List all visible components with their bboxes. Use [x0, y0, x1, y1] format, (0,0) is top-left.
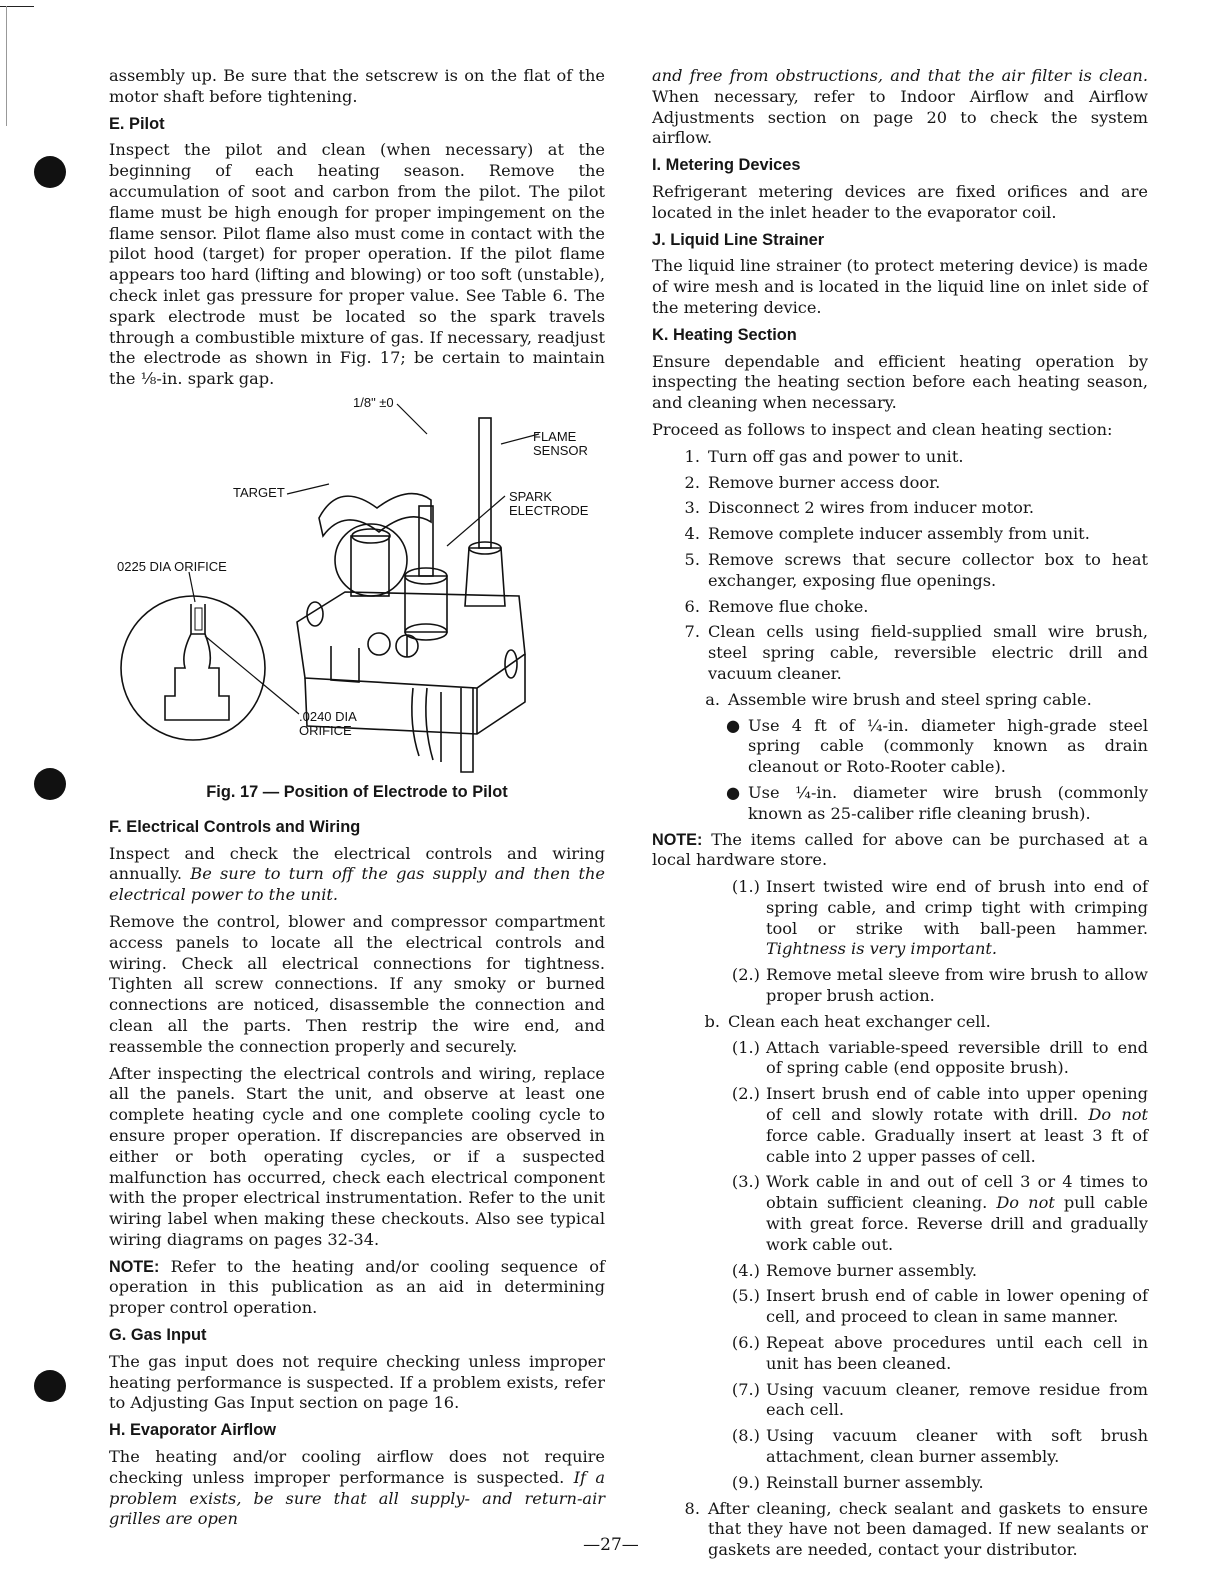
section-heading-strainer: J. Liquid Line Strainer — [652, 230, 825, 249]
evaporator-airflow-paragraph: The heating and/or cooling airflow does not require checking unless improper performance is suspected. If a problem exists, be sure that all supply- and return-air grilles are open — [109, 1447, 605, 1529]
section-heading-gas-input: G. Gas Input — [109, 1326, 207, 1345]
intro-paragraph: assembly up. Be sure that the setscrew is on the flat of the motor shaft before tightening. — [109, 66, 605, 106]
heating-note: NOTE: The items called for above can be purchased at a local hardware store. — [652, 829, 1149, 870]
sub-step-b: b. Clean each heat exchanger cell. — [704, 1011, 991, 1031]
list-item: (3.) Work cable in and out of cell 3 or 4 times to obtain sufficient cleaning. Do not pull cable with great force. Reverse drill and gradually work cable out. — [731, 1172, 1148, 1254]
list-item: 4. Remove complete inducer assembly from unit. — [684, 524, 1090, 544]
list-item: (2.) Insert brush end of cable into upper opening of cell and slowly rotate with drill. Do not force cable. Gradually insert at least 3 ft of cable into 2 upper passes of cell. — [731, 1084, 1148, 1166]
list-item: (1.) Attach variable-speed reversible drill to end of spring cable (end opposite brush). — [731, 1037, 1148, 1078]
pilot-electrode-figure — [109, 396, 605, 782]
bullet-icon: ● — [726, 782, 741, 802]
gas-input-paragraph: The gas input does not require checking unless improper heating performance is suspected. If a problem exists, refer to Adjusting Gas Input section on page 16. — [109, 1351, 605, 1413]
pilot-detail-circle — [335, 524, 407, 596]
section-heading-evaporator-airflow: H. Evaporator Airflow — [109, 1421, 276, 1440]
section-heading-metering: I. Metering Devices — [652, 156, 801, 175]
target-label: TARGET — [233, 484, 285, 500]
orifice-small-label: 0225 DIA ORIFICE — [117, 558, 227, 574]
section-heading-pilot: E. Pilot — [109, 114, 165, 133]
list-item: (1.) Insert twisted wire end of brush into end of spring cable, and crimp tight with crimping tool or strike with ball-peen hammer. Tightness is very important. — [731, 877, 1148, 959]
section-heading-electrical: F. Electrical Controls and Wiring — [109, 817, 361, 836]
flame-sensor-label: FLAME SENSOR — [533, 428, 588, 458]
list-item: 7. Clean cells using field-supplied small wire brush, steel spring cable, reversible electric drill and vacuum cleaner. — [684, 622, 1148, 683]
list-item: 1. Turn off gas and power to unit. — [684, 446, 964, 466]
list-item: 6. Remove flue choke. — [684, 596, 869, 616]
valve-port — [368, 633, 390, 655]
list-item: (6.) Repeat above procedures until each cell in unit has been cleaned. — [731, 1333, 1148, 1373]
binder-hole-mark — [34, 156, 66, 188]
figure-caption: Fig. 17 — Position of Electrode to Pilot — [206, 782, 508, 801]
airflow-continuation: and free from obstructions, and that the air filter is clean. When necessary, refer to Indoor Airflow and Airflow Adjustments section on page 20 to check the system airflow. — [652, 66, 1148, 148]
sub-step-a: a. Assemble wire brush and steel spring cable. — [705, 689, 1092, 709]
left-column — [109, 66, 605, 1536]
list-item: (5.) Insert brush end of cable in lower opening of cell, and proceed to clean in same manner. — [731, 1286, 1148, 1327]
metering-paragraph: Refrigerant metering devices are fixed orifices and are located in the inlet header to the evaporator coil. — [652, 181, 1148, 222]
flame-sensor-rod — [479, 418, 491, 548]
bullet-item: ● Use ¼-in. diameter wire brush (commonly known as 25-caliber rifle cleaning brush). — [726, 782, 1148, 823]
list-item: 5. Remove screws that secure collector box to heat exchanger, exposing flue openings. — [684, 549, 1148, 590]
list-item: (9.) Reinstall burner assembly. — [731, 1472, 984, 1492]
electrical-paragraph-1: Inspect and check the electrical controls and wiring annually. Be sure to turn off the gas supply and then the electrical power to the unit. — [109, 843, 605, 905]
spark-electrode-label: SPARK ELECTRODE — [509, 488, 589, 518]
gap-label: 1/8" ±0 — [353, 394, 394, 410]
page-number: —27— — [583, 1535, 639, 1555]
strainer-paragraph: The liquid line strainer (to protect metering device) is made of wire mesh and is located in the liquid line on inlet side of the metering device. — [652, 256, 1148, 317]
heating-paragraph-1: Ensure dependable and efficient heating operation by inspecting the heating section before each heating season, and cleaning when necessary. — [652, 351, 1148, 413]
list-item: (4.) Remove burner assembly. — [731, 1260, 978, 1280]
bullet-icon: ● — [726, 715, 741, 735]
list-item: 3. Disconnect 2 wires from inducer motor. — [684, 498, 1035, 518]
electrical-paragraph-3: After inspecting the electrical controls and wiring, replace all the panels. Start the unit, and observe at least one complete heating cycle and one complete cooling cycle to ensure proper operation. If discrepancies are observed in either or both operating cycles, or if a suspected malfunction has occurred, check each electrical component with the proper electrical instrumentation. Refer to the unit wiring label when making these checkouts. Also see typical wiring diagrams on pages 32-34. — [109, 1063, 605, 1249]
list-item: (7.) Using vacuum cleaner, remove residue from each cell. — [731, 1379, 1148, 1420]
electrical-note: NOTE: Refer to the heating and/or cooling sequence of operation in this publication as an aid in determining proper control operation. — [109, 1256, 605, 1318]
list-item: 2. Remove burner access door. — [684, 472, 941, 492]
orifice-large-label: .0240 DIA ORIFICE — [299, 708, 357, 738]
list-item: (8.) Using vacuum cleaner with soft brush attachment, clean burner assembly. — [731, 1426, 1148, 1467]
pilot-paragraph: Inspect the pilot and clean (when necessary) at the beginning of each heating season. Remove the accumulation of soot and carbon from the pilot. The pilot flame must be high enough for proper impingement on the flame sensor. Pilot flame also must come in contact with the pilot hood (target) for proper operation. If the pilot flame appears too hard (lifting and blowing) or too soft (unstable), check inlet gas pressure for proper value. See Table 6. The spark electrode must be located so the spark travels through a combustible mixture of gas. If necessary, readjust the electrode as shown in Fig. 17; be certain to maintain the ⅛-in. spark gap. — [109, 140, 605, 389]
binder-hole-mark — [34, 768, 66, 800]
right-column — [652, 66, 1148, 1566]
bullet-item: ● Use 4 ft of ¼-in. diameter high-grade steel spring cable (commonly known as drain cleanout or Roto-Rooter cable). — [726, 715, 1148, 777]
heating-paragraph-2: Proceed as follows to inspect and clean heating section: — [652, 419, 1113, 439]
list-item: (2.) Remove metal sleeve from wire brush to allow proper brush action. — [731, 965, 1148, 1006]
section-heading-heating: K. Heating Section — [652, 325, 797, 344]
binder-hole-mark — [34, 1370, 66, 1402]
orifice-body — [165, 634, 229, 720]
list-item: 8. After cleaning, check sealant and gaskets to ensure that they have not been damaged. If new sealants or gaskets are needed, contact your distributor. — [684, 1498, 1148, 1560]
corner-mark-vertical — [6, 6, 7, 126]
electrical-paragraph-2: Remove the control, blower and compressor compartment access panels to locate all the electrical controls and wiring. Check all electrical connections for tightness. Tighten all screw connections. If any smoky or burned connections are noticed, disassemble the connection and clean all the parts. Then restrip the wire end, and reassemble the connection properly and securely. — [109, 911, 605, 1056]
